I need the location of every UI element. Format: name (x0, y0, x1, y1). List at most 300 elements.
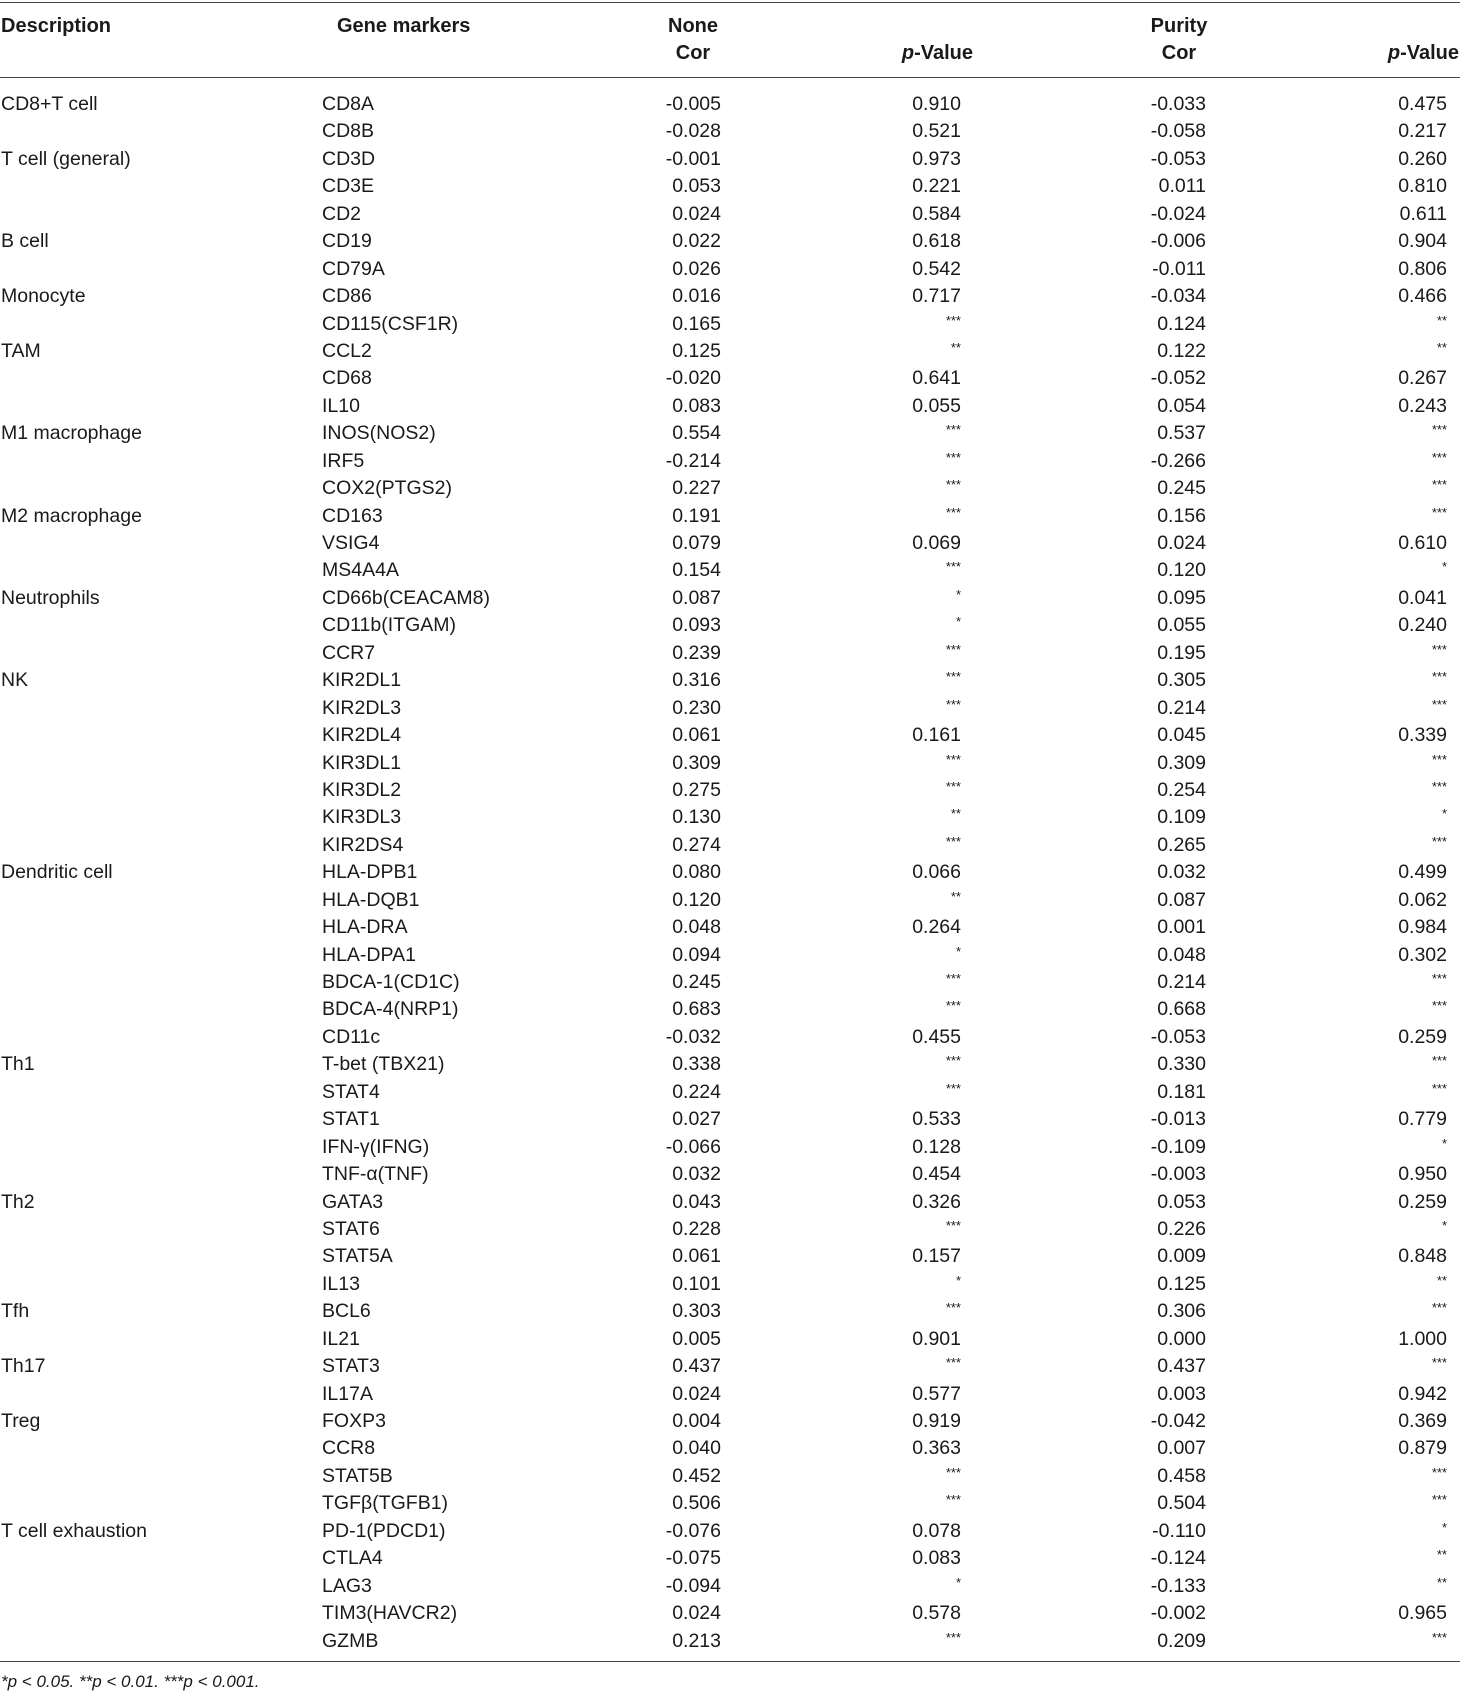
row-none-p-value: *** (945, 641, 961, 657)
row-purity-cor: -0.002 (1150, 1602, 1206, 1625)
table-row (0, 1380, 1460, 1407)
row-none-p-value: * (955, 614, 961, 630)
row-none-p-value: 0.542 (912, 257, 961, 280)
row-none-p-value: 0.455 (912, 1025, 961, 1048)
row-none-p-value: *** (945, 1217, 961, 1233)
row-purity-p-value: 0.259 (1398, 1190, 1447, 1213)
row-purity-cor: -0.109 (1150, 1135, 1206, 1158)
row-none-p-value: 0.454 (912, 1163, 961, 1186)
row-purity-cor: 0.055 (1157, 614, 1206, 637)
row-purity-cor: -0.034 (1150, 285, 1206, 308)
row-gene-marker: CCL2 (322, 339, 372, 362)
row-none-p-value: 0.717 (912, 285, 961, 308)
row-purity-p-value: 0.259 (1398, 1025, 1447, 1048)
table-row (0, 90, 1460, 117)
table-row (0, 364, 1460, 391)
header-none: None (668, 15, 718, 37)
row-none-p-value: *** (945, 696, 961, 712)
row-purity-p-value: *** (1431, 422, 1447, 438)
row-purity-p-value: *** (1431, 696, 1447, 712)
row-gene-marker: TGFβ(TGFB1) (322, 1492, 449, 1515)
row-purity-p-value: 0.302 (1398, 943, 1447, 966)
header-purity-p-value (1388, 40, 1459, 66)
row-purity-p-value: *** (1431, 751, 1447, 767)
row-none-p-value: ** (950, 888, 961, 904)
row-none-cor: -0.020 (665, 367, 721, 390)
row-none-p-value: 0.919 (912, 1410, 961, 1432)
row-none-p-value: 0.533 (912, 1108, 961, 1131)
row-gene-marker: KIR2DL1 (322, 669, 402, 692)
row-purity-p-value: 0.041 (1398, 586, 1447, 609)
row-purity-cor: -0.011 (1152, 257, 1206, 280)
table-row (0, 639, 1460, 666)
row-none-p-value: 0.066 (912, 861, 961, 884)
row-none-cor: -0.076 (665, 1519, 721, 1542)
row-gene-marker: GATA3 (322, 1190, 384, 1213)
row-none-cor: -0.032 (665, 1025, 721, 1048)
row-purity-cor: 0.003 (1157, 1382, 1206, 1405)
row-purity-cor: 0.214 (1157, 696, 1206, 719)
table-row (0, 611, 1460, 638)
table-top-rule (0, 2, 1460, 3)
row-none-p-value: *** (945, 778, 961, 794)
row-purity-p-value: *** (1431, 998, 1447, 1014)
row-none-p-value: 0.078 (912, 1519, 961, 1542)
table-row (0, 584, 1460, 611)
row-none-cor: 0.554 (672, 422, 721, 445)
row-gene-marker: HLA-DPA1 (322, 943, 416, 966)
row-purity-p-value: ** (1436, 1574, 1447, 1590)
row-purity-cor: -0.058 (1150, 120, 1206, 143)
row-purity-p-value: 0.475 (1398, 93, 1447, 115)
row-none-p-value: * (955, 1272, 961, 1288)
row-gene-marker: INOS(NOS2) (322, 422, 436, 445)
row-purity-p-value: 0.217 (1398, 120, 1447, 143)
row-description: Th2 (1, 1190, 35, 1213)
row-gene-marker: TNF-α(TNF) (322, 1163, 429, 1186)
row-gene-marker: BDCA-4(NRP1) (322, 998, 459, 1021)
row-purity-p-value: *** (1431, 1080, 1447, 1096)
row-gene-marker: PD-1(PDCD1) (322, 1519, 446, 1542)
row-none-p-value: *** (945, 422, 961, 438)
row-gene-marker: BCL6 (322, 1300, 371, 1323)
row-purity-cor: 0.156 (1157, 504, 1206, 527)
row-none-p-value: *** (945, 998, 961, 1014)
row-none-cor: -0.075 (665, 1547, 721, 1570)
row-none-cor: 0.083 (672, 394, 721, 417)
row-purity-cor: -0.133 (1150, 1574, 1206, 1597)
row-gene-marker: STAT5A (322, 1245, 393, 1268)
table-row (0, 1215, 1460, 1242)
table-row (0, 1160, 1460, 1187)
row-none-p-value: *** (945, 1464, 961, 1480)
table-row (0, 117, 1460, 144)
row-purity-cor: 0.330 (1157, 1053, 1206, 1076)
row-none-p-value: *** (945, 504, 961, 520)
row-gene-marker: IRF5 (322, 449, 365, 472)
row-gene-marker: KIR2DL3 (322, 696, 402, 719)
row-purity-cor: 0.214 (1157, 971, 1206, 993)
row-purity-p-value: 0.942 (1398, 1382, 1447, 1405)
row-gene-marker: CD19 (322, 230, 372, 253)
row-purity-cor: 0.024 (1157, 532, 1206, 554)
row-none-p-value: 0.326 (912, 1190, 961, 1213)
row-none-cor: 0.227 (672, 477, 721, 500)
row-gene-marker: IL21 (322, 1327, 360, 1350)
row-purity-p-value: *** (1431, 971, 1447, 986)
row-purity-p-value: *** (1431, 669, 1447, 685)
row-purity-cor: -0.052 (1150, 367, 1206, 390)
table-row (0, 1627, 1460, 1654)
row-gene-marker: MS4A4A (322, 559, 399, 582)
table-row (0, 1105, 1460, 1132)
table-row (0, 886, 1460, 913)
row-purity-p-value: 0.260 (1398, 147, 1447, 170)
row-none-p-value: 0.363 (912, 1437, 961, 1460)
row-none-cor: 0.027 (672, 1108, 721, 1131)
table-row (0, 337, 1460, 364)
row-gene-marker: STAT6 (322, 1217, 380, 1240)
row-purity-cor: 0.001 (1157, 916, 1206, 939)
table-row (0, 310, 1460, 337)
table-row (0, 1325, 1460, 1352)
row-none-p-value: *** (945, 669, 961, 685)
row-gene-marker: IL13 (322, 1272, 360, 1295)
row-description: NK (1, 669, 29, 692)
row-description: Tfh (1, 1300, 30, 1323)
row-purity-p-value: *** (1431, 778, 1447, 794)
row-gene-marker: HLA-DPB1 (322, 861, 418, 884)
table-row (0, 200, 1460, 227)
row-purity-cor: 0.226 (1157, 1217, 1206, 1240)
row-none-p-value: *** (945, 477, 961, 493)
row-none-p-value: *** (945, 1629, 961, 1645)
row-none-p-value: 0.578 (912, 1602, 961, 1625)
table-row (0, 556, 1460, 583)
row-none-cor: 0.024 (672, 1602, 721, 1625)
row-gene-marker: COX2(PTGS2) (322, 477, 453, 500)
row-gene-marker: KIR3DL1 (322, 751, 402, 774)
row-gene-marker: FOXP3 (322, 1410, 386, 1432)
row-description: M1 macrophage (1, 422, 142, 445)
row-none-p-value: *** (945, 449, 961, 465)
table-row (0, 1023, 1460, 1050)
row-none-cor: 0.239 (672, 641, 721, 664)
row-none-cor: 0.437 (672, 1355, 721, 1378)
row-gene-marker: KIR2DS4 (322, 833, 404, 856)
row-none-p-value: 0.521 (912, 120, 961, 143)
table-bottom-rule (0, 1661, 1460, 1662)
row-purity-p-value: 0.810 (1398, 175, 1447, 198)
row-purity-p-value: * (1441, 1519, 1447, 1535)
row-none-cor: 0.274 (672, 833, 721, 856)
row-none-cor: 0.032 (672, 1163, 721, 1186)
row-none-cor: 0.506 (672, 1492, 721, 1515)
row-purity-p-value: 0.984 (1398, 916, 1447, 939)
row-gene-marker: IL17A (322, 1382, 373, 1405)
row-none-p-value: 0.083 (912, 1547, 961, 1570)
row-none-p-value: 0.901 (912, 1327, 961, 1350)
row-purity-cor: 0.306 (1157, 1300, 1206, 1323)
row-purity-cor: -0.053 (1150, 147, 1206, 170)
header-none-p-value (902, 40, 973, 66)
row-purity-p-value: *** (1431, 477, 1447, 493)
row-none-p-value: *** (945, 1080, 961, 1096)
row-none-cor: -0.066 (665, 1135, 721, 1158)
table-row (0, 1489, 1460, 1516)
row-purity-cor: 0.124 (1157, 312, 1206, 335)
row-none-cor: 0.022 (672, 230, 721, 253)
table-row (0, 227, 1460, 254)
row-gene-marker: GZMB (322, 1629, 379, 1652)
table-row (0, 666, 1460, 693)
row-gene-marker: CD66b(CEACAM8) (322, 586, 490, 609)
table-row (0, 1078, 1460, 1105)
table-row (0, 282, 1460, 309)
row-gene-marker: STAT4 (322, 1080, 380, 1103)
table-row (0, 1462, 1460, 1489)
row-purity-cor: 0.125 (1157, 1272, 1206, 1295)
row-none-p-value: * (955, 943, 961, 959)
table-row (0, 1407, 1460, 1434)
row-purity-p-value: * (1441, 559, 1447, 575)
table-row (0, 1599, 1460, 1626)
row-gene-marker: IFN-γ(IFNG) (322, 1135, 430, 1158)
row-gene-marker: CD163 (322, 504, 383, 527)
row-none-cor: 0.303 (672, 1300, 721, 1323)
table-row (0, 419, 1460, 446)
row-purity-cor: 0.122 (1157, 339, 1206, 362)
row-none-p-value: 0.910 (912, 93, 961, 115)
row-none-cor: 0.309 (672, 751, 721, 774)
row-purity-p-value: *** (1431, 449, 1447, 465)
table-row (0, 529, 1460, 556)
row-gene-marker: CD8A (322, 93, 375, 115)
table-row (0, 776, 1460, 803)
row-purity-p-value: *** (1431, 504, 1447, 520)
row-purity-cor: 0.045 (1157, 724, 1206, 747)
row-purity-cor: 0.095 (1157, 586, 1206, 609)
row-description: Th17 (1, 1355, 46, 1378)
header-description: Description (1, 15, 112, 37)
row-none-cor: 0.016 (672, 285, 721, 308)
table-body (0, 90, 1460, 1654)
row-none-cor: -0.005 (665, 93, 721, 115)
row-none-cor: 0.213 (672, 1629, 721, 1652)
row-none-cor: 0.228 (672, 1217, 721, 1240)
row-gene-marker: CD2 (322, 202, 362, 225)
row-purity-p-value: *** (1431, 1629, 1447, 1645)
row-purity-p-value: 0.610 (1398, 532, 1447, 554)
row-none-p-value: ** (950, 339, 961, 355)
row-none-p-value: 0.618 (912, 230, 961, 253)
row-none-cor: 0.024 (672, 202, 721, 225)
row-none-p-value: 0.973 (912, 147, 961, 170)
row-none-p-value: 0.128 (912, 1135, 961, 1158)
table-row (0, 255, 1460, 282)
row-none-cor: 0.080 (672, 861, 721, 884)
row-purity-p-value: 0.240 (1398, 614, 1447, 637)
table-row (0, 1242, 1460, 1269)
row-purity-p-value: 0.267 (1398, 367, 1447, 390)
table-row (0, 172, 1460, 199)
row-purity-p-value: 0.950 (1398, 1163, 1447, 1186)
row-purity-cor: 0.120 (1157, 559, 1206, 582)
row-none-p-value: ** (950, 806, 961, 822)
row-none-cor: 0.079 (672, 532, 721, 554)
row-gene-marker: CD11c (322, 1025, 381, 1048)
row-gene-marker: LAG3 (322, 1574, 372, 1597)
header-p-italic: p (1387, 42, 1401, 64)
row-purity-p-value: 0.339 (1398, 724, 1447, 747)
row-none-cor: 0.026 (672, 257, 721, 280)
row-gene-marker: STAT3 (322, 1355, 380, 1378)
row-none-p-value: 0.157 (912, 1245, 961, 1268)
row-purity-cor: 0.054 (1157, 394, 1206, 417)
row-purity-cor: 0.195 (1157, 641, 1206, 664)
row-purity-cor: 0.437 (1157, 1355, 1206, 1378)
row-none-cor: 0.043 (672, 1190, 721, 1213)
row-gene-marker: CTLA4 (322, 1547, 383, 1570)
row-none-p-value: 0.161 (912, 724, 961, 747)
table-row (0, 995, 1460, 1022)
row-purity-p-value: *** (1431, 1355, 1447, 1371)
row-purity-cor: 0.007 (1157, 1437, 1206, 1460)
row-gene-marker: HLA-DQB1 (322, 888, 420, 911)
row-none-cor: 0.165 (672, 312, 721, 335)
row-description: Neutrophils (1, 586, 100, 609)
row-purity-p-value: 0.499 (1398, 861, 1447, 884)
row-gene-marker: KIR2DL4 (322, 724, 402, 747)
row-purity-p-value: 0.611 (1399, 202, 1447, 225)
table-row (0, 1352, 1460, 1379)
row-description: Treg (1, 1410, 41, 1432)
header-p-italic: p (901, 42, 915, 64)
table-row (0, 1270, 1460, 1297)
row-none-p-value: 0.069 (912, 532, 961, 554)
header-p-suffix: -Value (914, 42, 973, 64)
row-purity-cor: -0.110 (1152, 1519, 1206, 1542)
row-description: B cell (1, 230, 49, 253)
row-none-cor: 0.191 (672, 504, 721, 527)
row-purity-p-value: 1.000 (1398, 1327, 1447, 1350)
row-none-cor: 0.120 (672, 888, 721, 911)
row-purity-cor: 0.109 (1157, 806, 1206, 829)
row-none-p-value: 0.584 (912, 202, 961, 225)
table-row (0, 1188, 1460, 1215)
row-gene-marker: CD8B (322, 120, 375, 143)
row-none-cor: -0.028 (665, 120, 721, 143)
row-purity-cor: 0.245 (1157, 477, 1206, 500)
row-purity-p-value: 0.848 (1398, 1245, 1447, 1268)
table-row (0, 858, 1460, 885)
row-purity-cor: 0.181 (1157, 1080, 1206, 1103)
row-none-cor: 0.316 (672, 669, 721, 692)
row-none-cor: 0.004 (672, 1410, 721, 1432)
row-purity-p-value: * (1441, 1217, 1447, 1233)
row-none-cor: 0.125 (672, 339, 721, 362)
row-none-cor: 0.061 (672, 724, 721, 747)
row-gene-marker: CD68 (322, 367, 372, 390)
row-none-p-value: 0.055 (912, 394, 961, 417)
row-purity-cor: 0.504 (1157, 1492, 1206, 1515)
row-none-cor: 0.024 (672, 1382, 721, 1405)
table-row (0, 392, 1460, 419)
row-gene-marker: IL10 (322, 394, 360, 417)
row-purity-p-value: *** (1431, 1300, 1447, 1316)
row-none-p-value: *** (945, 1053, 961, 1069)
row-purity-p-value: *** (1431, 641, 1447, 657)
row-none-cor: 0.087 (672, 586, 721, 609)
row-purity-p-value: 0.904 (1398, 230, 1447, 253)
row-none-p-value: 0.577 (912, 1382, 961, 1405)
row-purity-cor: -0.266 (1150, 449, 1206, 472)
row-purity-cor: 0.265 (1157, 833, 1206, 856)
row-description: Th1 (1, 1053, 35, 1076)
row-description: Monocyte (1, 285, 86, 308)
row-purity-cor: 0.254 (1157, 778, 1206, 801)
row-purity-cor: 0.309 (1157, 751, 1206, 774)
row-purity-p-value: ** (1436, 1547, 1447, 1563)
header-purity: Purity (1150, 15, 1208, 37)
row-purity-cor: 0.048 (1157, 943, 1206, 966)
row-none-cor: 0.338 (672, 1053, 721, 1076)
row-purity-cor: -0.003 (1150, 1163, 1206, 1186)
row-none-p-value: *** (945, 1355, 961, 1371)
row-purity-p-value: *** (1431, 833, 1447, 849)
row-gene-marker: STAT1 (322, 1108, 380, 1131)
row-gene-marker: T-bet (TBX21) (322, 1053, 445, 1076)
row-purity-cor: -0.024 (1150, 202, 1206, 225)
row-none-cor: 0.005 (672, 1327, 721, 1350)
row-purity-p-value: *** (1431, 1492, 1447, 1508)
row-none-p-value: *** (945, 971, 961, 986)
row-none-cor: 0.130 (672, 806, 721, 829)
table-row (0, 1544, 1460, 1571)
row-description: TAM (1, 339, 41, 362)
row-gene-marker: VSIG4 (322, 532, 380, 554)
row-none-cor: -0.214 (665, 449, 721, 472)
row-none-p-value: *** (945, 1492, 961, 1508)
row-none-cor: 0.048 (672, 916, 721, 939)
row-purity-cor: 0.053 (1157, 1190, 1206, 1213)
table-row (0, 447, 1460, 474)
row-purity-cor: -0.006 (1150, 230, 1206, 253)
row-purity-cor: -0.033 (1150, 93, 1206, 115)
row-none-cor: 0.154 (672, 559, 721, 582)
row-purity-p-value: * (1441, 1135, 1447, 1151)
row-purity-p-value: 0.806 (1398, 257, 1447, 280)
row-gene-marker: HLA-DRA (322, 916, 408, 939)
row-purity-p-value: * (1441, 806, 1447, 822)
row-gene-marker: CD11b(ITGAM) (322, 614, 456, 637)
row-purity-p-value: 0.466 (1398, 285, 1447, 308)
row-purity-cor: -0.042 (1150, 1410, 1206, 1432)
row-purity-cor: -0.124 (1150, 1547, 1206, 1570)
row-purity-cor: 0.668 (1157, 998, 1206, 1021)
table-row (0, 1133, 1460, 1160)
row-none-cor: -0.001 (665, 147, 721, 170)
row-purity-cor: 0.011 (1158, 175, 1206, 198)
row-description: T cell (general) (1, 147, 131, 170)
row-purity-cor: 0.305 (1157, 669, 1206, 692)
row-none-cor: 0.061 (672, 1245, 721, 1268)
header-purity-cor: Cor (1161, 42, 1197, 64)
table-row (0, 749, 1460, 776)
table-row (0, 913, 1460, 940)
row-description: T cell exhaustion (1, 1519, 147, 1542)
row-purity-cor: -0.013 (1150, 1108, 1206, 1131)
